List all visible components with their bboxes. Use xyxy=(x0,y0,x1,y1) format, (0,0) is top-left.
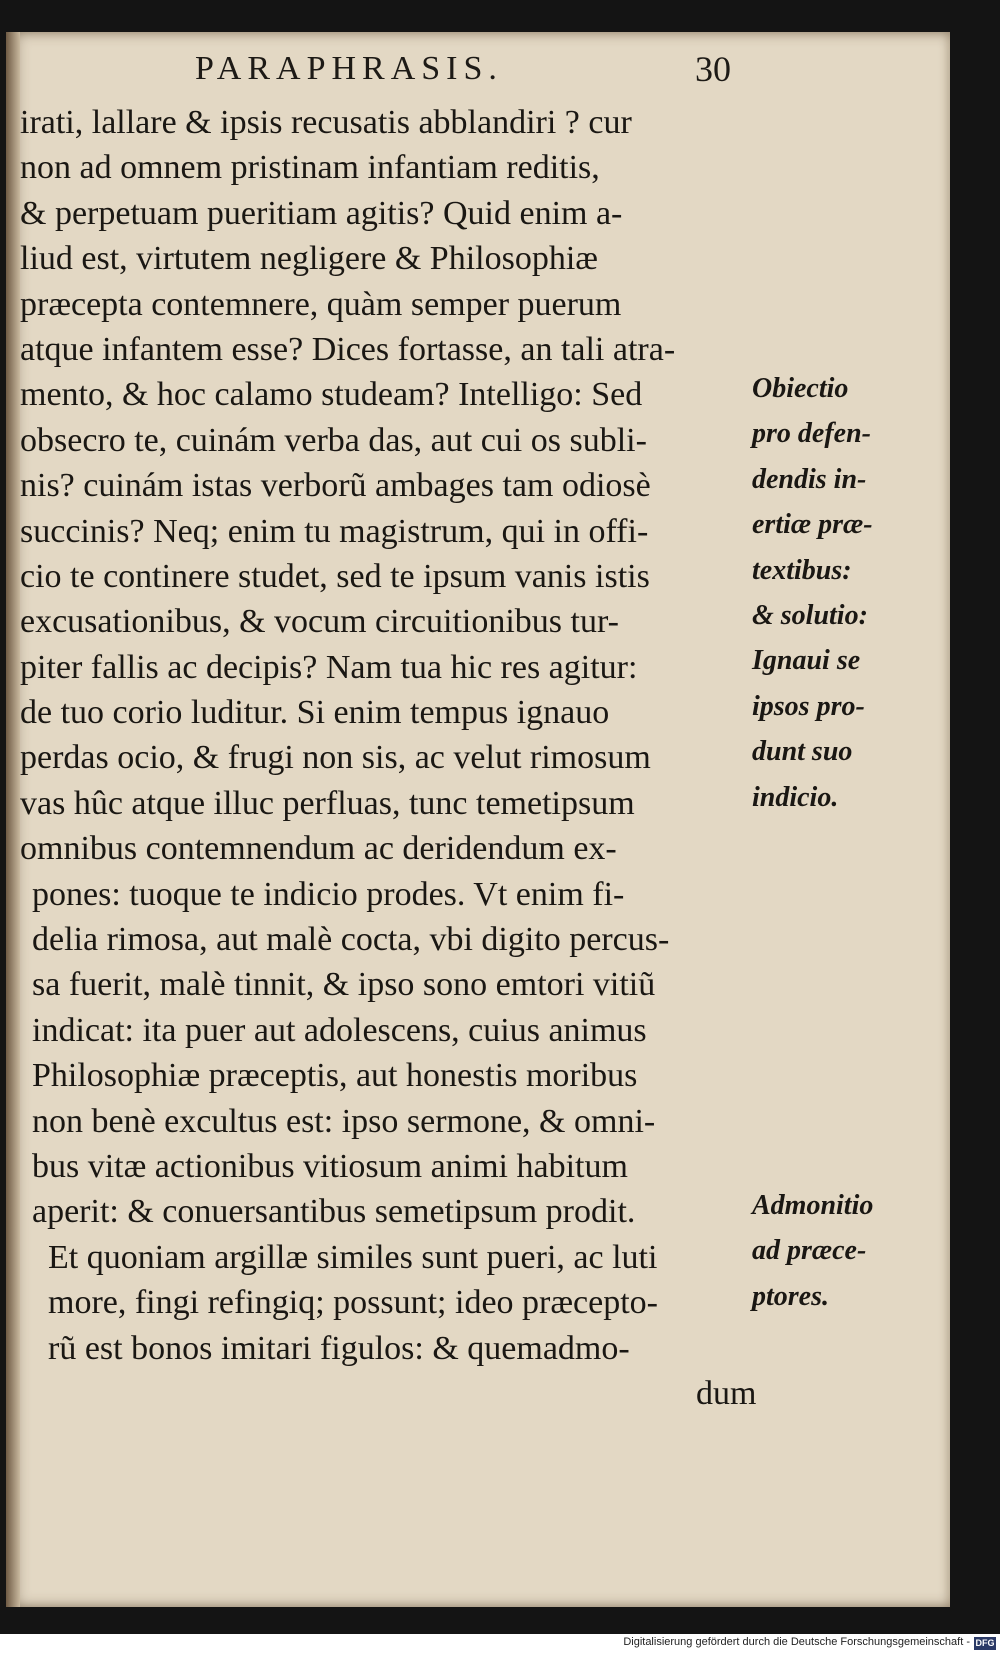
text-line: aperit: & conuersantibus semetipsum prodit. xyxy=(32,1193,636,1231)
page-header xyxy=(0,50,1000,98)
text-line: succinis? Neq; enim tu magistrum, qui in offi- xyxy=(20,512,649,550)
page-number: 30 xyxy=(695,49,731,89)
text-line: præcepta contemnere, quàm semper puerum xyxy=(20,285,622,323)
marginal-line: Admonitio xyxy=(752,1190,874,1221)
text-line: nis? cuinám istas verborũ ambages tam odiosè xyxy=(20,467,651,505)
marginal-line: Obiectio xyxy=(752,373,849,404)
text-line: liud est, virtutem negligere & Philosophiæ xyxy=(20,240,598,278)
text-line: bus vitæ actionibus vitiosum animi habitum xyxy=(32,1147,628,1185)
footer-bar xyxy=(0,1634,1000,1654)
marginal-line: textibus: xyxy=(752,554,852,586)
running-title: PARAPHRASIS. xyxy=(195,50,503,87)
text-line: more, fingi refingiq; possunt; ideo præcepto- xyxy=(48,1284,658,1322)
text-line: excusationibus, & vocum circuitionibus tur- xyxy=(20,603,619,641)
text-line: atque infantem esse? Dices fortasse, an tali atra- xyxy=(20,330,676,368)
marginal-note-admonition xyxy=(752,1183,942,1319)
text-line: indicat: ita puer aut adolescens, cuius animus xyxy=(32,1011,647,1049)
marginal-line: & solutio: xyxy=(752,599,868,631)
marginal-line: ptores. xyxy=(752,1280,829,1312)
footer-credit: Digitalisierung gefördert durch die Deutsche Forschungsgemeinschaft - xyxy=(623,1636,970,1648)
text-line: rũ est bonos imitari figulos: & quemadmo- xyxy=(48,1329,630,1367)
text-line: & perpetuam pueritiam agitis? Quid enim a- xyxy=(20,194,623,232)
marginal-line: ertiæ præ- xyxy=(752,509,873,541)
text-line: sa fuerit, malè tinnit, & ipso sono emtori vitiũ xyxy=(32,966,656,1004)
marginal-line: indicio. xyxy=(752,781,839,813)
marginal-line: ad præce- xyxy=(752,1235,867,1267)
text-line: pones: tuoque te indicio prodes. Vt enim fi- xyxy=(32,875,625,913)
page-gutter xyxy=(6,32,20,1607)
marginal-note-objection xyxy=(752,366,942,820)
text-line: omnibus contemnendum ac deridendum ex- xyxy=(20,830,617,868)
text-line: Et quoniam argillæ similes sunt pueri, ac luti xyxy=(48,1238,658,1276)
marginal-line: dendis in- xyxy=(752,463,867,495)
text-line: delia rimosa, aut malè cocta, vbi digito percus- xyxy=(32,921,670,959)
catchword: dum xyxy=(696,1374,757,1412)
text-line: perdas ocio, & frugi non sis, ac velut rimosum xyxy=(20,739,651,777)
text-line: non benè excultus est: ipso sermone, & omni- xyxy=(32,1102,656,1140)
text-line: Philosophiæ præceptis, aut honestis moribus xyxy=(32,1057,638,1095)
text-line: de tuo corio luditur. Si enim tempus ignauo xyxy=(20,694,610,732)
text-line: irati, lallare & ipsis recusatis abblandiri ? cur xyxy=(20,104,632,141)
marginal-line: ipsos pro- xyxy=(752,690,865,722)
text-line: mento, & hoc calamo studeam? Intelligo: Sed xyxy=(20,376,643,414)
dfg-logo-icon: DFG xyxy=(975,1638,995,1648)
text-line: piter fallis ac decipis? Nam tua hic res agitur: xyxy=(20,648,638,686)
marginal-line: dunt suo xyxy=(752,736,853,768)
marginal-line: Ignaui se xyxy=(752,645,861,677)
body-text xyxy=(20,100,772,1416)
text-line: non ad omnem pristinam infantiam reditis, xyxy=(20,149,600,187)
text-line: obsecro te, cuinám verba das, aut cui os subli- xyxy=(20,421,647,459)
marginal-line: pro defen- xyxy=(752,418,871,450)
text-line: cio te continere studet, sed te ipsum vanis istis xyxy=(20,557,650,595)
text-line: vas hûc atque illuc perfluas, tunc temetipsum xyxy=(20,784,635,822)
